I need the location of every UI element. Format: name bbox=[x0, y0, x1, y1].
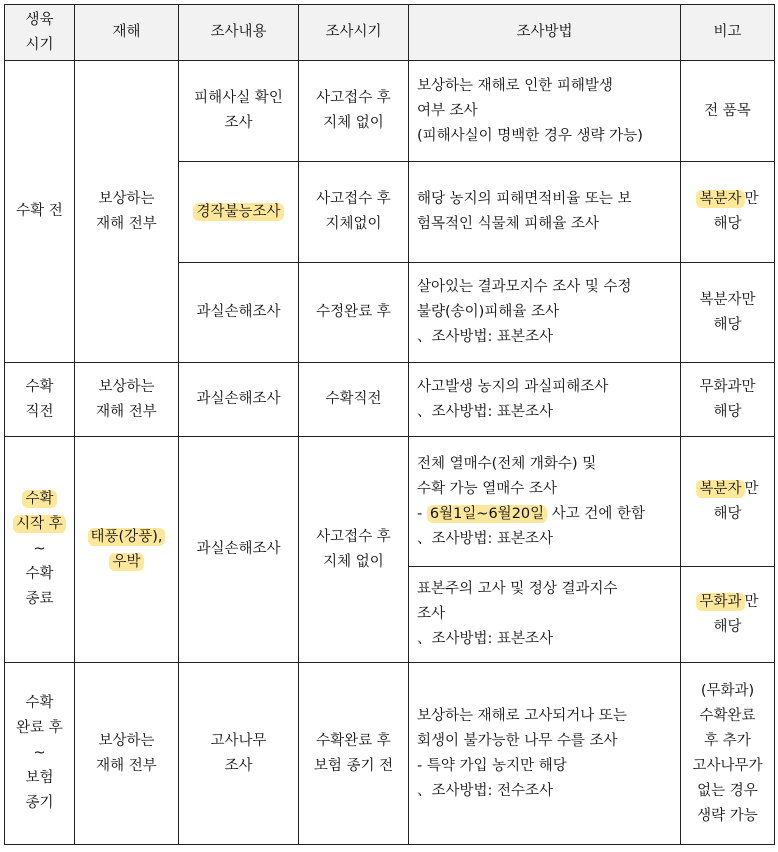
cell-disaster bbox=[75, 437, 179, 663]
header-stage: 생육 시기 bbox=[5, 5, 75, 61]
highlight-mark: 경작불능조사 bbox=[193, 203, 283, 221]
cell-content: 피해사실 확인 조사 bbox=[179, 61, 299, 162]
cell-method: 보상하는 재해로 인한 피해발생 여부 조사 (피해사실이 명백한 경우 생략 가능) bbox=[409, 61, 681, 162]
cell-note: 무화과 만 해당 bbox=[681, 567, 775, 663]
cell-disaster: 보상하는 재해 전부 bbox=[75, 61, 179, 363]
cell-disaster: 보상하는 재해 전부 bbox=[75, 663, 179, 845]
cell-note: 복분자 만 해당 bbox=[681, 437, 775, 567]
header-disaster: 재해 bbox=[75, 5, 179, 61]
cell-content: 과실손해조사 bbox=[179, 263, 299, 363]
cell-stage: 수확 직전 bbox=[5, 363, 75, 437]
cell-timing: 사고접수 후 지체없이 bbox=[299, 162, 409, 263]
highlight-mark: 6월1일~6월20일 bbox=[427, 505, 547, 523]
cell-note: (무화과) 수확완료 후 추가 고사나무가 없는 경우 생략 가능 bbox=[681, 663, 775, 845]
highlight-mark: 복분자 bbox=[696, 480, 744, 498]
header-note: 비고 bbox=[681, 5, 775, 61]
cell-method: 살아있는 결과모지수 조사 및 수정 불량(송이)피해율 조사 、조사방법: 표본조사 bbox=[409, 263, 681, 363]
cell-timing: 사고접수 후 지체 없이 bbox=[299, 61, 409, 162]
cell-stage: 수확 시작 후 ~ 수확 종료 bbox=[5, 437, 75, 663]
highlight-mark: 무화과 bbox=[696, 593, 744, 611]
cell-timing: 수확완료 후 보험 종기 전 bbox=[299, 663, 409, 845]
cell-disaster: 보상하는 재해 전부 bbox=[75, 363, 179, 437]
cell-timing: 수확직전 bbox=[299, 363, 409, 437]
cell-method: 사고발생 농지의 과실피해조사 、조사방법: 표본조사 bbox=[409, 363, 681, 437]
highlight-mark: 수확 bbox=[22, 490, 56, 508]
cell-content: 과실손해조사 bbox=[179, 437, 299, 663]
cell-content: 과실손해조사 bbox=[179, 363, 299, 437]
header-row bbox=[5, 5, 775, 61]
cell-timing: 수정완료 후 bbox=[299, 263, 409, 363]
survey-table bbox=[4, 4, 775, 845]
table-row bbox=[5, 437, 775, 567]
cell-content bbox=[179, 162, 299, 263]
cell-note: 복분자 만 해당 bbox=[681, 162, 775, 263]
cell-note: 무화과만 해당 bbox=[681, 363, 775, 437]
cell-method: 해당 농지의 피해면적비율 또는 보 험목적인 식물체 피해율 조사 bbox=[409, 162, 681, 263]
highlight-mark: 우박 bbox=[109, 553, 143, 571]
header-method: 조사방법 bbox=[409, 5, 681, 61]
cell-method: 전체 열매수(전체 개화수) 및 수확 가능 열매수 조사 - 6월1일~6월20일 사고 건에 한함 、조사방법: 표본조사 bbox=[409, 437, 681, 567]
highlight-mark: 복분자 bbox=[696, 190, 744, 208]
cell-note: 전 품목 bbox=[681, 61, 775, 162]
table-row bbox=[5, 663, 775, 845]
cell-content: 고사나무 조사 bbox=[179, 663, 299, 845]
cell-note: 복분자만 해당 bbox=[681, 263, 775, 363]
header-content: 조사내용 bbox=[179, 5, 299, 61]
cell-stage: 수확 완료 후 ~ 보험 종기 bbox=[5, 663, 75, 845]
highlight-mark: 태풍(강풍), bbox=[88, 528, 166, 546]
header-timing: 조사시기 bbox=[299, 5, 409, 61]
table-row bbox=[5, 61, 775, 162]
table-row bbox=[5, 363, 775, 437]
cell-method: 표본주의 고사 및 정상 결과지수 조사 、조사방법: 표본조사 bbox=[409, 567, 681, 663]
cell-timing: 사고접수 후 지체 없이 bbox=[299, 437, 409, 663]
cell-stage: 수확 전 bbox=[5, 61, 75, 363]
cell-method: 보상하는 재해로 고사되거나 또는 회생이 불가능한 나무 수를 조사 - 특약 가입 농지만 해당 、조사방법: 전수조사 bbox=[409, 663, 681, 845]
highlight-mark: 시작 후 bbox=[13, 515, 66, 533]
